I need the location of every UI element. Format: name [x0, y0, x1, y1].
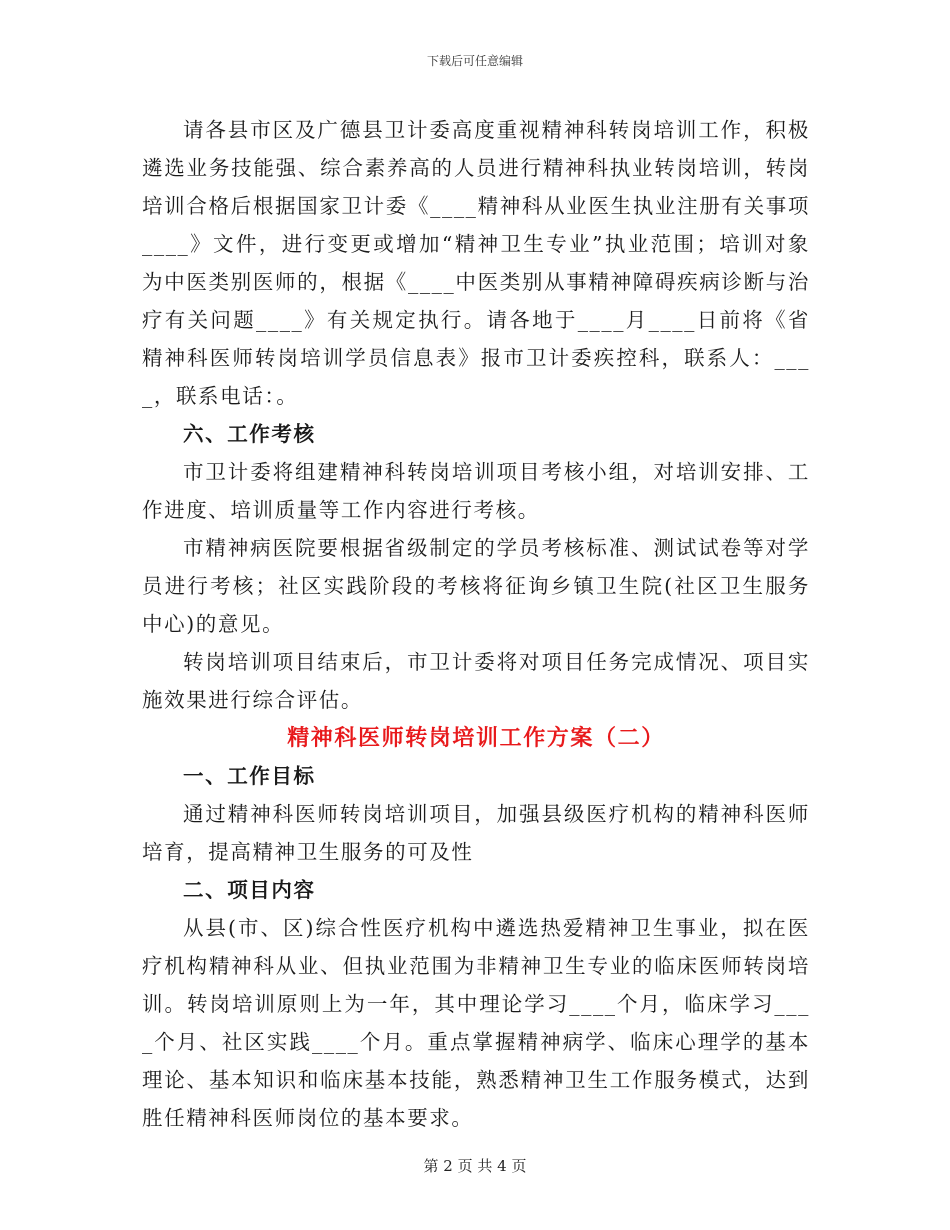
- section-heading-content: 二、项目内容: [183, 878, 316, 902]
- section-heading-goals: 一、工作目标: [183, 764, 316, 788]
- document-body: [142, 111, 810, 1137]
- section-heading-assessment: 六、工作考核: [183, 422, 316, 446]
- paragraph-goals: 通过精神科医师转岗培训项目，加强县级医疗机构的精神科医师培育，提高精神卫生服务的可及性: [142, 802, 810, 864]
- document-title: 精神科医师转岗培训工作方案（二）: [287, 725, 665, 751]
- paragraph-evaluation: 转岗培训项目结束后，市卫计委将对项目任务完成情况、项目实施效果进行综合评估。: [142, 650, 810, 712]
- page-header: 下载后可任意编辑: [426, 54, 523, 68]
- paragraph-training-registration: 请各县市区及广德县卫计委高度重视精神科转岗培训工作，积极遴选业务技能强、综合素养高的人员进行精神科执业转岗培训，转岗培训合格后根据国家卫计委《____精神科从业医生执业注册有关事项____》文件，进行变更或增加“精神卫生专业”执业范围；培训对象为中医类别医师的，根据《____中医类别从事精神障碍疾病诊断与治疗有关问题____》有关规定执行。请各地于____月____日前将《省精神科医师转岗培训学员信息表》报市卫计委疾控科，联系人：____，联系电话：。: [142, 118, 810, 408]
- paragraph-assessment-team: 市卫计委将组建精神科转岗培训项目考核小组，对培训安排、工作进度、培训质量等工作内容进行考核。: [142, 460, 810, 522]
- paragraph-content: 从县(市、区)综合性医疗机构中遴选热爱精神卫生事业，拟在医疗机构精神科从业、但执业范围为非精神卫生专业的临床医师转岗培训。转岗培训原则上为一年，其中理论学习____个月，临床学习____个月、社区实践____个月。重点掌握精神病学、临床心理学的基本理论、基本知识和临床基本技能，熟悉精神卫生工作服务模式，达到胜任精神科医师岗位的基本要求。: [142, 916, 810, 1130]
- page-number: 第 2 页 共 4 页: [423, 1157, 527, 1175]
- paragraph-assessment-standards: 市精神病医院要根据省级制定的学员考核标准、测试试卷等对学员进行考核；社区实践阶段的考核将征询乡镇卫生院(社区卫生服务中心)的意见。: [142, 536, 810, 636]
